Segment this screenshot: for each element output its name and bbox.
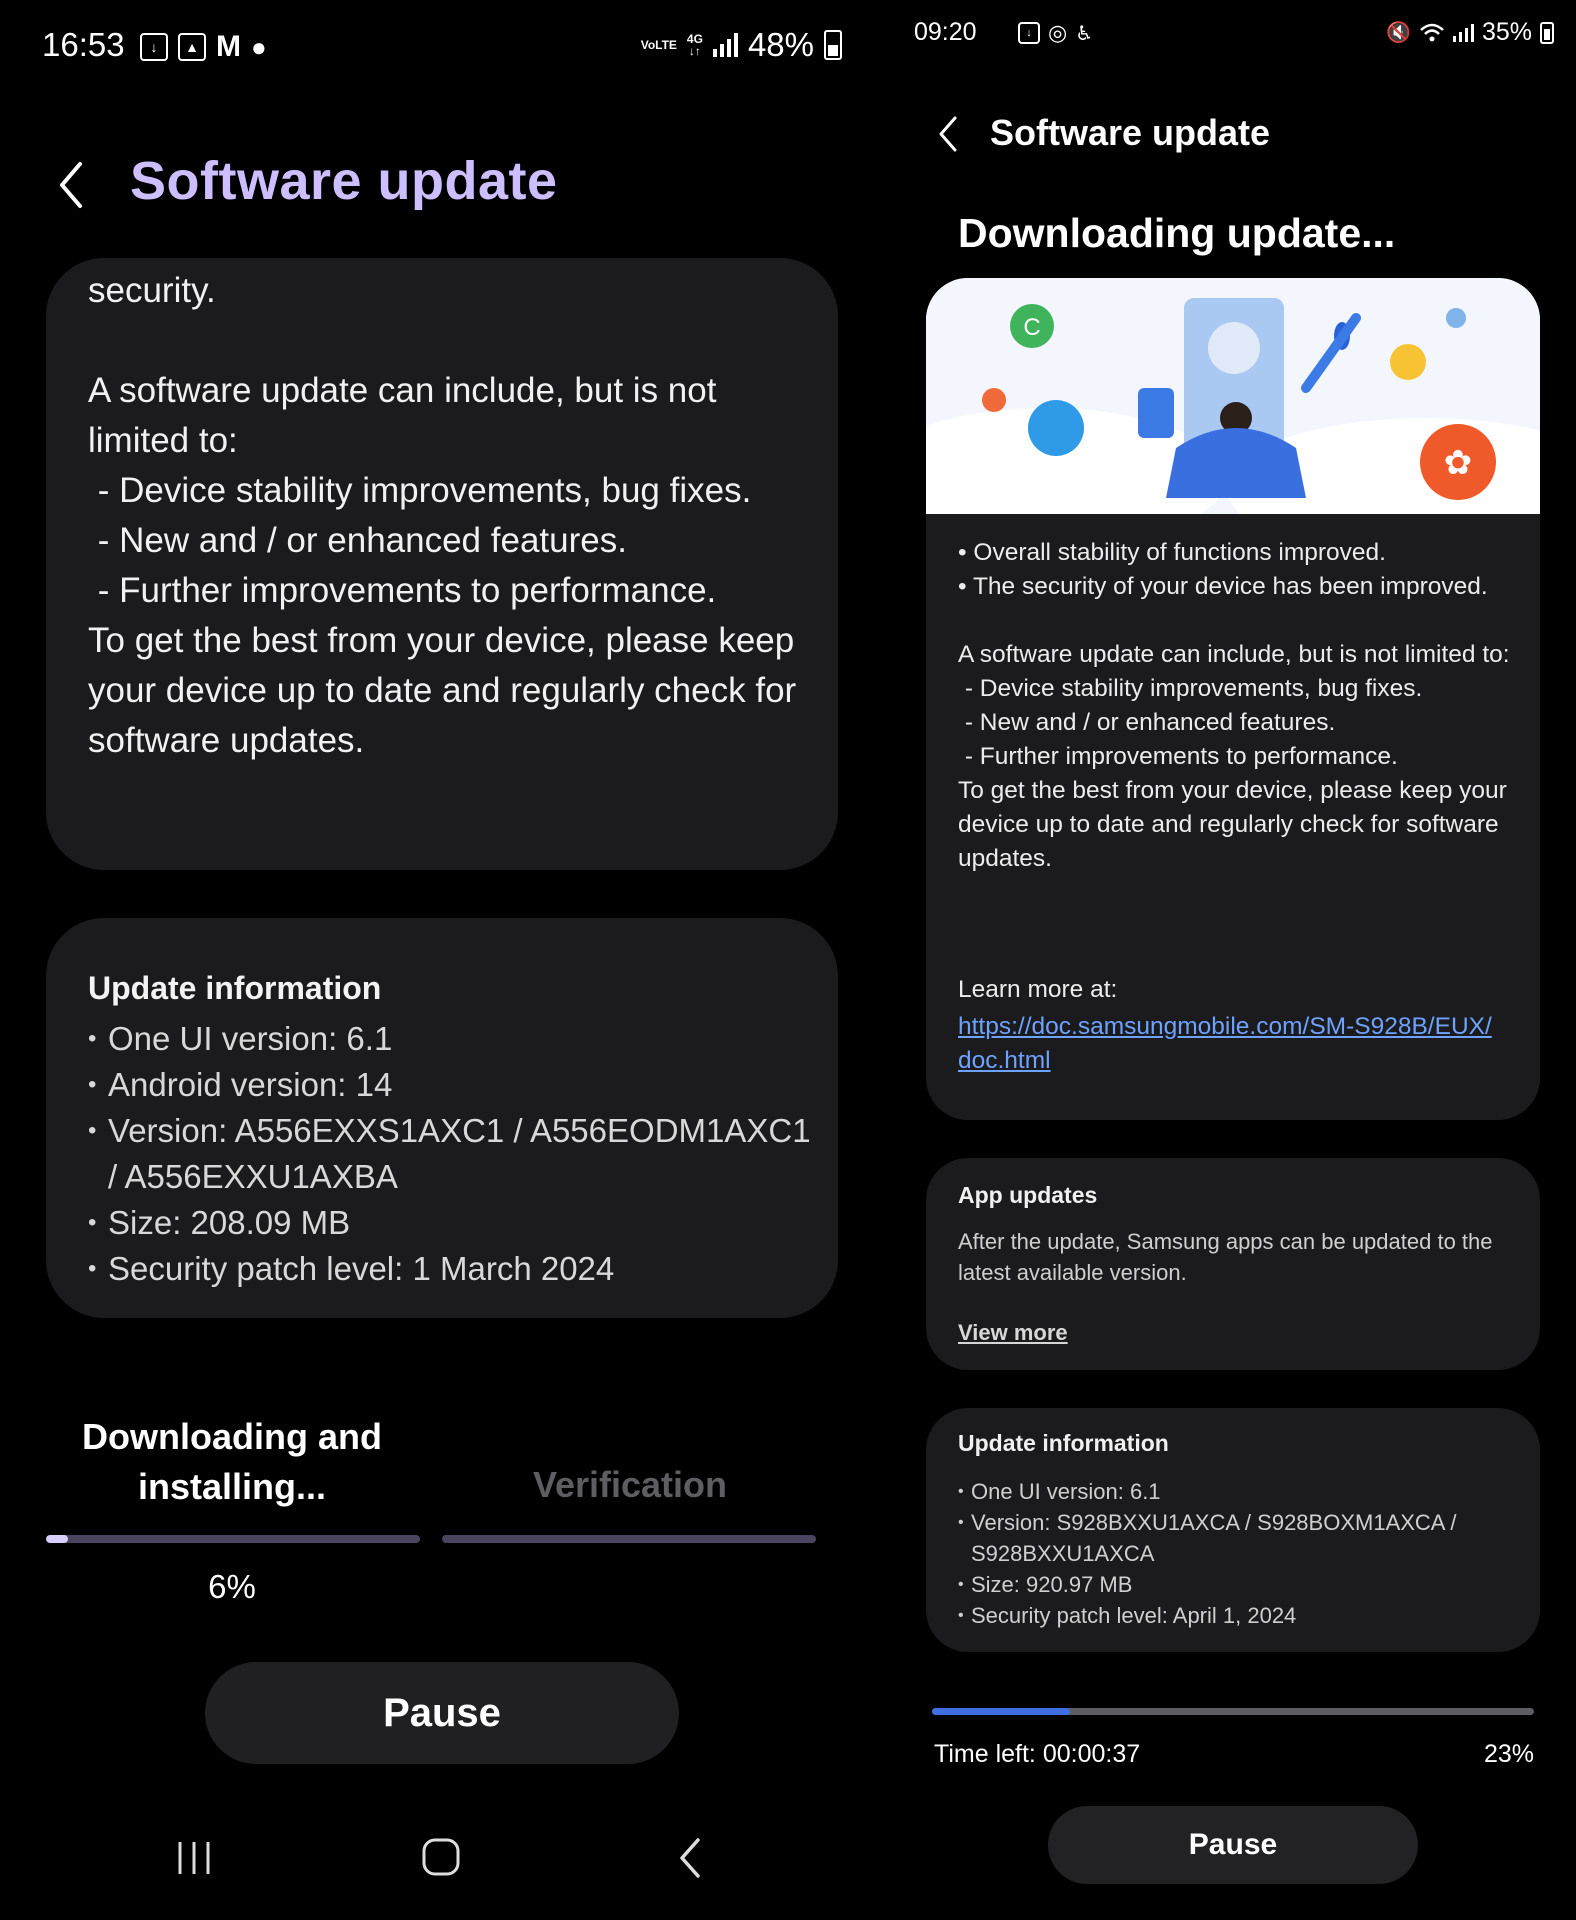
status-time: 16:53 <box>42 26 125 63</box>
info-security-patch: • Security patch level: 1 March 2024 <box>88 1246 828 1292</box>
svg-text:C: C <box>1023 314 1041 341</box>
signal-icon <box>713 33 738 57</box>
info-version: • Version: S928BXXU1AXCA / S928BOXM1AXCA / S928BXXU1AXCA <box>958 1507 1518 1569</box>
step-verification: Verification <box>532 1464 728 1505</box>
status-bar <box>42 22 842 70</box>
download-notification-icon: ↓ <box>1018 22 1040 44</box>
downloading-heading: Downloading update... <box>958 210 1396 256</box>
download-progress-fill <box>932 1708 1070 1715</box>
recents-icon[interactable] <box>176 1838 212 1878</box>
back-icon[interactable] <box>676 1836 704 1880</box>
gmail-notification-icon: M <box>216 30 241 63</box>
4g-icon: 4G ↓↑ <box>686 32 703 58</box>
view-more-link[interactable]: View more <box>958 1320 1068 1345</box>
signal-icon <box>1453 24 1474 42</box>
update-information-list <box>958 1476 1518 1631</box>
navigation-bar <box>0 1830 850 1890</box>
pause-button[interactable]: Pause <box>1048 1806 1418 1884</box>
download-progress-track <box>46 1535 420 1543</box>
update-information-heading: Update information <box>958 1430 1169 1456</box>
update-notes-text: • Overall stability of functions improved. • The security of your device has been improved. A software update can include, but is not limited to: - Device stability improvements, bug fixes. - New and / or enhanced features. - Further improvements to performance. To get the best from your device, please keep your device up to date and regularly check for software updates. <box>958 539 1510 872</box>
home-icon[interactable] <box>420 1836 462 1878</box>
update-illustration <box>926 278 1540 514</box>
progress-percent: 23% <box>1483 1740 1534 1768</box>
right-phone-screen <box>886 0 1576 1920</box>
verification-progress-track <box>442 1535 816 1543</box>
battery-icon <box>1540 22 1554 44</box>
battery-percent: 48% <box>747 26 814 63</box>
accessibility-notification-icon: ♿ <box>1075 22 1094 45</box>
info-version: • Version: A556EXXS1AXC1 / A556EODM1AXC1 / A556EXXU1AXBA <box>88 1108 828 1200</box>
step-downloading-installing: Downloading and installing... <box>82 1416 382 1507</box>
mute-icon: 🔇 <box>1386 22 1411 44</box>
volte-icon: VoLTE <box>640 38 677 52</box>
more-notifications-dot-icon: ● <box>251 31 267 62</box>
notification-icons <box>140 30 267 64</box>
app-updates-body: After the update, Samsung apps can be updated to the latest available version. <box>958 1229 1493 1285</box>
svg-text:✿: ✿ <box>1443 443 1473 483</box>
update-information-card <box>46 918 838 1318</box>
page-title: Software update <box>990 112 1271 153</box>
info-android-version: • Android version: 14 <box>88 1062 828 1108</box>
page-title: Software update <box>130 151 558 211</box>
update-description-text: security. A software update can include, but is not limited to: - Device stability improvements, bug fixes. - New and / or enhanced features. - Further improvements to performance. To get the best from your device, please keep your device up to date and regularly check for software updates. <box>88 271 797 760</box>
download-notification-icon: ↓ <box>140 33 168 61</box>
download-progress-track <box>932 1708 1534 1715</box>
learn-more-link[interactable]: https://doc.samsungmobile.com/SM-S928B/EUX/doc.html <box>958 1013 1492 1074</box>
pause-button[interactable]: Pause <box>205 1662 679 1764</box>
whatsapp-notification-icon: ◎ <box>1048 20 1068 45</box>
wifi-icon <box>1419 22 1445 44</box>
battery-percent: 35% <box>1481 18 1532 46</box>
update-information-list <box>88 1016 828 1292</box>
battery-icon <box>824 30 842 60</box>
time-left-label: Time left: 00:00:37 <box>934 1740 1141 1768</box>
progress-percent: 6% <box>208 1568 256 1605</box>
info-one-ui-version: • One UI version: 6.1 <box>88 1016 828 1062</box>
status-bar <box>914 16 1554 56</box>
gallery-notification-icon: ▲ <box>178 33 206 61</box>
notification-icons <box>1018 20 1093 46</box>
info-size: • Size: 208.09 MB <box>88 1200 828 1246</box>
info-size: • Size: 920.97 MB <box>958 1569 1518 1600</box>
back-arrow-icon[interactable] <box>936 114 960 154</box>
info-security-patch: • Security patch level: April 1, 2024 <box>958 1600 1518 1631</box>
app-updates-card <box>926 1158 1540 1370</box>
update-information-heading: Update information <box>88 970 382 1006</box>
learn-more-label: Learn more at: <box>958 976 1118 1003</box>
back-arrow-icon[interactable] <box>56 160 86 210</box>
app-updates-heading: App updates <box>958 1182 1098 1208</box>
update-description-card <box>46 258 838 870</box>
info-one-ui-version: • One UI version: 6.1 <box>958 1476 1518 1507</box>
status-right <box>641 26 842 64</box>
update-information-card <box>926 1408 1540 1652</box>
download-progress-fill <box>46 1535 68 1543</box>
update-notes-card <box>926 278 1540 1120</box>
status-time: 09:20 <box>914 18 977 46</box>
status-right <box>1386 18 1554 47</box>
